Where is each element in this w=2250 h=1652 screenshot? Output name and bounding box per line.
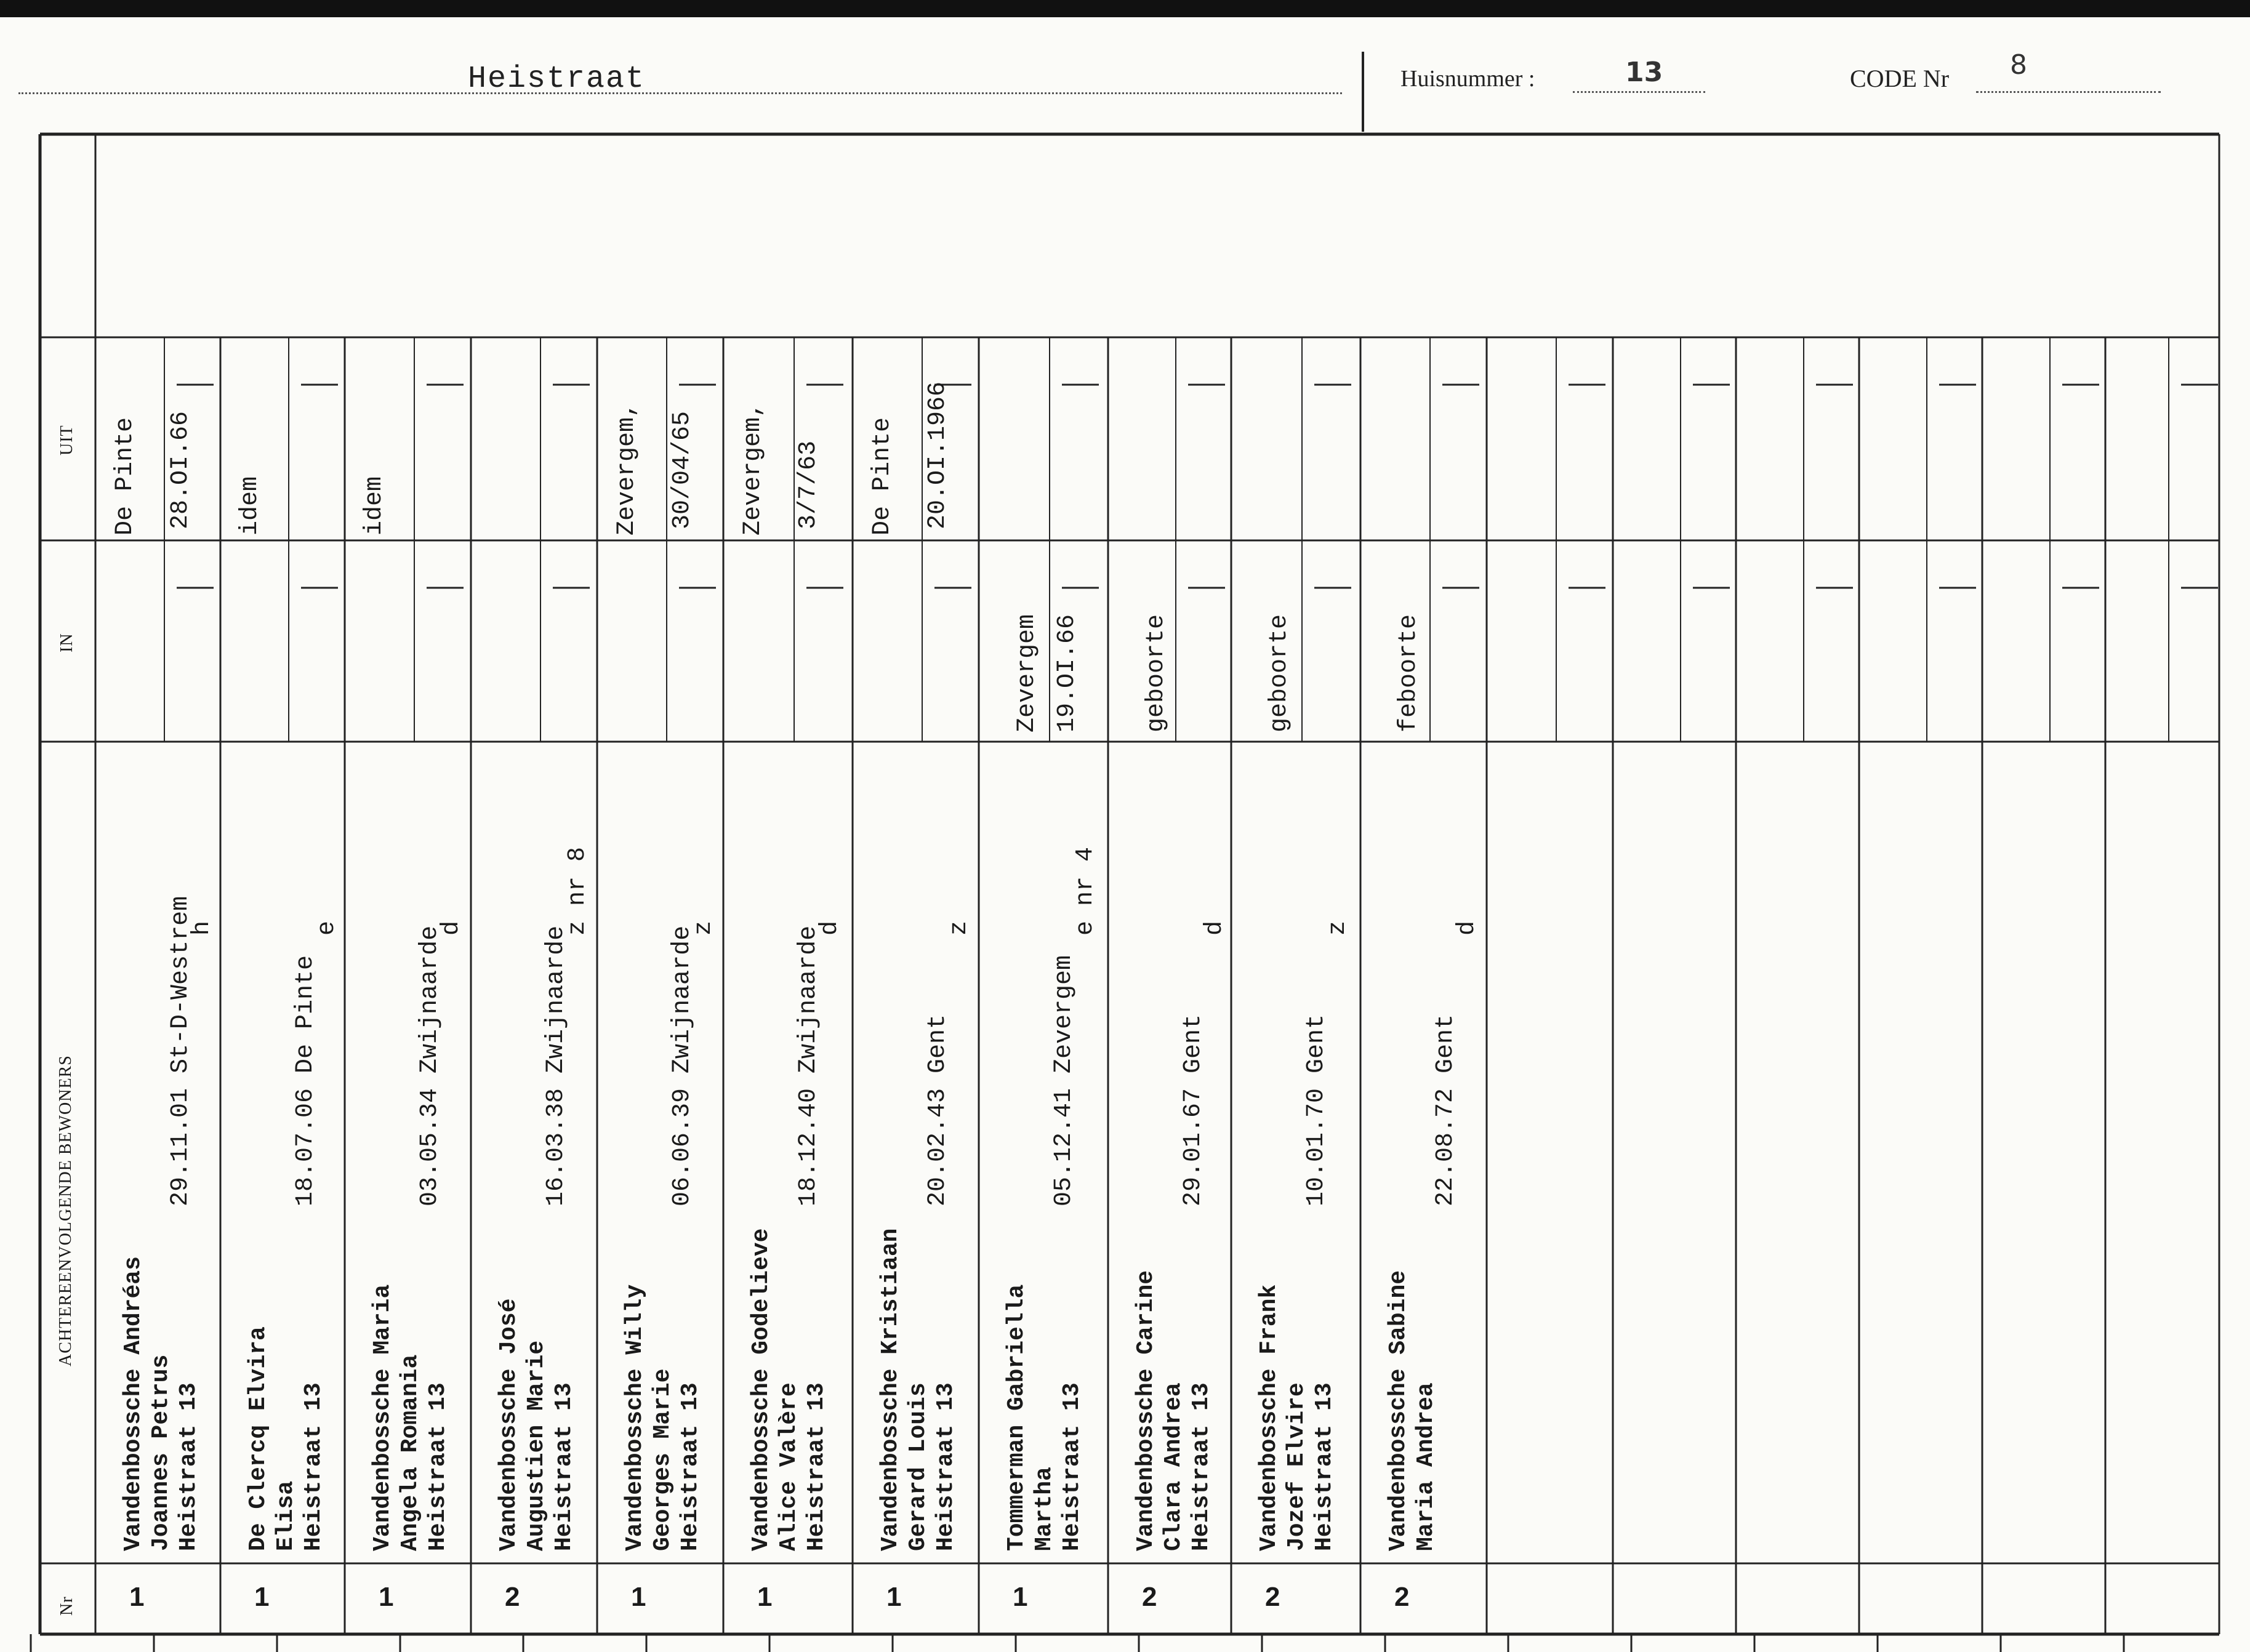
entry-number: 1 <box>757 1582 773 1612</box>
house-number-label: Huisnummer : <box>1400 66 1535 92</box>
entry-number: 2 <box>1394 1582 1410 1612</box>
birth-date-place: 06.06.39 Zwijnaarde <box>669 925 696 1206</box>
uit-place: De Pinte <box>111 417 139 535</box>
entry-number: 1 <box>886 1582 902 1612</box>
code-value: 8 <box>2010 49 2027 81</box>
birth-date-place: 22.08.72 Gent <box>1432 1014 1460 1206</box>
resident-record: Vandenbossche Maria Angela Romania Heistraat 13 <box>369 1284 451 1551</box>
birth-date-place: 18.12.40 Zwijnaarde <box>795 925 822 1206</box>
record-mark: d <box>816 920 844 936</box>
birth-date-place: 16.03.38 Zwijnaarde <box>542 925 570 1206</box>
column-header-in: IN <box>57 633 76 652</box>
birth-date-place: 29.01.67 Gent <box>1179 1014 1207 1206</box>
resident-record: Vandenbossche Sabine Maria Andrea <box>1385 1270 1439 1551</box>
record-mark: z <box>946 920 973 936</box>
entry-number: 1 <box>631 1582 646 1612</box>
uit-place: idem <box>236 476 264 535</box>
record-mark: d <box>1453 920 1481 936</box>
birth-date-place: 20.02.43 Gent <box>924 1014 952 1206</box>
resident-record: Vandenbossche Godelieve Alice Valère Heistraat 13 <box>748 1228 830 1551</box>
record-mark: d <box>1201 920 1229 936</box>
birth-date-place: 10.01.70 Gent <box>1303 1014 1330 1206</box>
resident-record: Vandenbossche Frank Jozef Elvire Heistraat 13 <box>1256 1284 1338 1551</box>
record-mark: z <box>1324 920 1352 936</box>
in-place: feboorte <box>1395 614 1423 732</box>
entry-number: 2 <box>505 1582 520 1612</box>
resident-record: Vandenbossche Carine Clara Andrea Heistraat 13 <box>1133 1270 1215 1551</box>
uit-place: Zevergem, <box>613 402 641 535</box>
column-header-nr: Nr <box>57 1596 76 1616</box>
uit-place: idem <box>361 476 388 535</box>
entry-number: 1 <box>254 1582 270 1612</box>
house-number-value: 13 <box>1625 57 1663 88</box>
resident-record: Vandenbossche Kristiaan Gerard Louis Heistraat 13 <box>877 1228 959 1551</box>
birth-date-place: 29.11.01 St-D-Westrem <box>167 896 195 1206</box>
entry-number: 1 <box>129 1582 145 1612</box>
entry-number: 1 <box>1013 1582 1028 1612</box>
in-date: 19.OI.66 <box>1053 614 1081 732</box>
record-mark: d <box>438 920 465 936</box>
street-name: Heistraat <box>468 62 646 97</box>
record-mark: z nr 8 <box>564 846 592 936</box>
record-mark: z <box>690 920 718 936</box>
resident-record: Vandenbossche Andréas Joannes Petrus Heistraat 13 <box>120 1256 202 1551</box>
uit-place: De Pinte <box>869 417 896 535</box>
record-mark: e nr 4 <box>1072 846 1099 936</box>
code-label: CODE Nr <box>1850 65 1950 92</box>
in-place: Zevergem <box>1013 614 1041 732</box>
resident-record: Tommerman Gabriella Martha Heistraat 13 <box>1003 1284 1085 1551</box>
column-header-uit: UIT <box>57 425 76 455</box>
resident-record: Vandenbossche Willy Georges Marie Heistraat 13 <box>622 1284 704 1551</box>
resident-record: Vandenbossche José Augustien Marie Heistraat 13 <box>496 1298 577 1551</box>
column-header-residents: ACHTEREENVOLGENDE BEWONERS <box>56 1055 75 1366</box>
record-mark: e <box>313 920 341 936</box>
entry-number: 1 <box>379 1582 394 1612</box>
in-place: geboorte <box>1143 614 1170 732</box>
uit-date: 3/7/63 <box>795 440 822 529</box>
in-place: geboorte <box>1266 614 1293 732</box>
resident-record: De Clercq Elvira Elisa Heistraat 13 <box>245 1326 327 1551</box>
entry-number: 2 <box>1142 1582 1157 1612</box>
uit-place: Zevergem, <box>739 402 767 535</box>
uit-date: 20.OI.1966 <box>924 381 952 529</box>
record-mark: h <box>188 920 216 936</box>
birth-date-place: 18.07.06 De Pinte <box>292 955 319 1206</box>
uit-date: 28.OI.66 <box>167 411 195 529</box>
birth-date-place: 03.05.34 Zwijnaarde <box>416 925 444 1206</box>
entry-number: 2 <box>1265 1582 1280 1612</box>
birth-date-place: 05.12.41 Zevergem <box>1050 955 1078 1206</box>
uit-date: 30/04/65 <box>669 411 696 529</box>
